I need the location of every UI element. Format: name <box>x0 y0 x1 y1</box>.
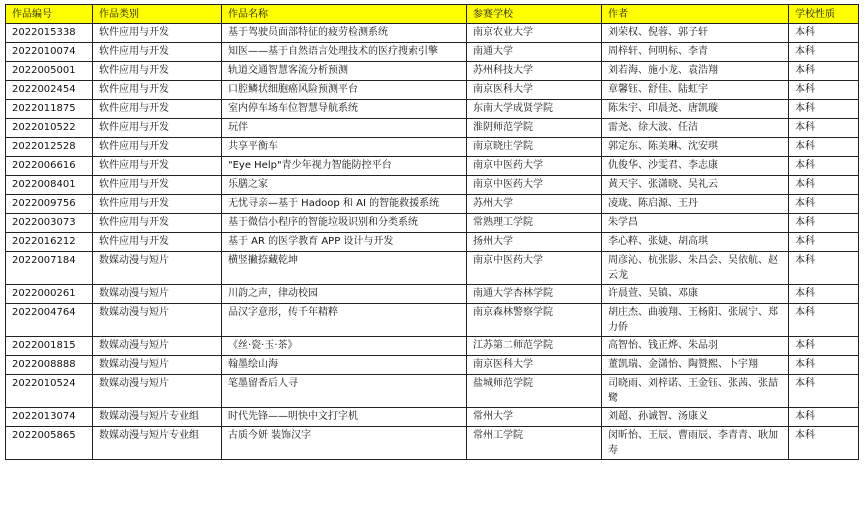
table-row <box>6 252 859 285</box>
cell-school-type: 本科 <box>789 408 859 427</box>
cell-school: 苏州大学 <box>467 195 602 214</box>
cell-work-name: 横竖撇捺藏乾坤 <box>222 252 467 285</box>
cell-work-id: 2022002454 <box>6 81 93 100</box>
cell-authors: 李心粹、张婕、胡高琪 <box>602 233 789 252</box>
cell-authors: 黄天宇、张潇晓、吴礼云 <box>602 176 789 195</box>
cell-school: 南京晓庄学院 <box>467 138 602 157</box>
cell-school: 南京中医药大学 <box>467 252 602 285</box>
table-row <box>6 195 859 214</box>
cell-authors: 陈朱宇、印晨尧、唐凯璇 <box>602 100 789 119</box>
cell-work-id: 2022008888 <box>6 356 93 375</box>
cell-authors: 高智怡、钱正烨、朱品羽 <box>602 337 789 356</box>
cell-category: 数媒动漫与短片专业组 <box>93 427 222 460</box>
table-row <box>6 138 859 157</box>
cell-authors: 周梓轩、何明标、李青 <box>602 43 789 62</box>
cell-work-name: 室内停车场车位智慧导航系统 <box>222 100 467 119</box>
cell-work-id: 2022012528 <box>6 138 93 157</box>
cell-work-name: 知医——基于自然语言处理技术的医疗搜索引擎 <box>222 43 467 62</box>
table-row <box>6 119 859 138</box>
cell-work-name: 古质今妍 装饰汉字 <box>222 427 467 460</box>
cell-school: 南通大学 <box>467 43 602 62</box>
cell-school: 江苏第二师范学院 <box>467 337 602 356</box>
cell-school: 南京森林警察学院 <box>467 304 602 337</box>
cell-work-id: 2022000261 <box>6 285 93 304</box>
cell-school-type: 本科 <box>789 62 859 81</box>
cell-school-type: 本科 <box>789 233 859 252</box>
cell-school-type: 本科 <box>789 119 859 138</box>
cell-authors: 刘超、孙诚智、汤康义 <box>602 408 789 427</box>
cell-category: 数媒动漫与短片 <box>93 304 222 337</box>
cell-school: 扬州大学 <box>467 233 602 252</box>
table-row <box>6 375 859 408</box>
cell-work-name: 玩伴 <box>222 119 467 138</box>
table-row <box>6 233 859 252</box>
cell-authors: 闵昕怡、王辰、曹雨辰、李青青、耿加寿 <box>602 427 789 460</box>
cell-category: 数媒动漫与短片专业组 <box>93 408 222 427</box>
cell-school: 南京医科大学 <box>467 356 602 375</box>
cell-school-type: 本科 <box>789 81 859 100</box>
table-row <box>6 285 859 304</box>
cell-authors: 刘荣权、倪蓉、郭子轩 <box>602 24 789 43</box>
cell-work-id: 2022010524 <box>6 375 93 408</box>
cell-category: 数媒动漫与短片 <box>93 337 222 356</box>
cell-work-name: 基于微信小程序的智能垃圾识别和分类系统 <box>222 214 467 233</box>
table-header-row <box>6 5 859 24</box>
cell-authors: 胡庄杰、曲骏翔、王杨阳、张展宁、郑力侨 <box>602 304 789 337</box>
cell-work-name: 品汉字意形，传千年精粹 <box>222 304 467 337</box>
cell-school-type: 本科 <box>789 337 859 356</box>
award-table <box>5 4 859 460</box>
cell-category: 软件应用与开发 <box>93 195 222 214</box>
cell-authors: 朱学昌 <box>602 214 789 233</box>
cell-authors: 周彦沁、杭张影、朱昌会、吴依航、赵云龙 <box>602 252 789 285</box>
cell-category: 软件应用与开发 <box>93 100 222 119</box>
cell-work-name: 时代先锋——明快中文打字机 <box>222 408 467 427</box>
table-row <box>6 100 859 119</box>
cell-work-name: 《丝·瓷·玉·茶》 <box>222 337 467 356</box>
cell-work-id: 2022010074 <box>6 43 93 62</box>
cell-authors: 章馨钰、舒佳、陆虹宇 <box>602 81 789 100</box>
cell-work-name: "Eye Help"青少年视力智能防控平台 <box>222 157 467 176</box>
cell-category: 软件应用与开发 <box>93 24 222 43</box>
cell-authors: 仇俊华、沙雯君、李志康 <box>602 157 789 176</box>
cell-category: 软件应用与开发 <box>93 62 222 81</box>
cell-school: 淮阴师范学院 <box>467 119 602 138</box>
cell-school-type: 本科 <box>789 43 859 62</box>
table-row <box>6 214 859 233</box>
cell-category: 数媒动漫与短片 <box>93 356 222 375</box>
cell-work-id: 2022008401 <box>6 176 93 195</box>
cell-category: 软件应用与开发 <box>93 43 222 62</box>
cell-category: 数媒动漫与短片 <box>93 375 222 408</box>
cell-work-id: 2022006616 <box>6 157 93 176</box>
cell-school: 东南大学成贤学院 <box>467 100 602 119</box>
cell-school: 南京医科大学 <box>467 81 602 100</box>
cell-category: 软件应用与开发 <box>93 214 222 233</box>
cell-work-id: 2022005865 <box>6 427 93 460</box>
cell-work-id: 2022005001 <box>6 62 93 81</box>
cell-work-id: 2022015338 <box>6 24 93 43</box>
table-row <box>6 43 859 62</box>
header-school: 参赛学校 <box>467 5 602 24</box>
cell-school-type: 本科 <box>789 427 859 460</box>
cell-school: 南京农业大学 <box>467 24 602 43</box>
header-work-name: 作品名称 <box>222 5 467 24</box>
cell-school-type: 本科 <box>789 356 859 375</box>
cell-category: 数媒动漫与短片 <box>93 285 222 304</box>
cell-authors: 刘若海、施小龙、袁浩翔 <box>602 62 789 81</box>
cell-authors: 雷尧、徐大波、任洁 <box>602 119 789 138</box>
cell-school-type: 本科 <box>789 252 859 285</box>
table-row <box>6 337 859 356</box>
table-row <box>6 304 859 337</box>
cell-school: 盐城师范学院 <box>467 375 602 408</box>
cell-work-id: 2022004764 <box>6 304 93 337</box>
cell-work-id: 2022007184 <box>6 252 93 285</box>
cell-authors: 司晓雨、刘梓诺、王金钰、张茜、张喆鹭 <box>602 375 789 408</box>
cell-school-type: 本科 <box>789 214 859 233</box>
cell-school-type: 本科 <box>789 176 859 195</box>
cell-school-type: 本科 <box>789 195 859 214</box>
cell-work-name: 口腔鳞状细胞癌风险预测平台 <box>222 81 467 100</box>
table-row <box>6 24 859 43</box>
header-school-type: 学校性质 <box>789 5 859 24</box>
table-row <box>6 81 859 100</box>
table-row <box>6 408 859 427</box>
table-row <box>6 157 859 176</box>
cell-category: 数媒动漫与短片 <box>93 252 222 285</box>
cell-work-id: 2022010522 <box>6 119 93 138</box>
cell-work-name: 基于驾驶员面部特征的疲劳检测系统 <box>222 24 467 43</box>
cell-school: 南京中医药大学 <box>467 157 602 176</box>
header-work-id: 作品编号 <box>6 5 93 24</box>
cell-school: 南通大学杏林学院 <box>467 285 602 304</box>
cell-category: 软件应用与开发 <box>93 233 222 252</box>
table-row <box>6 176 859 195</box>
cell-work-id: 2022003073 <box>6 214 93 233</box>
cell-school: 常州工学院 <box>467 427 602 460</box>
table-row <box>6 356 859 375</box>
cell-school-type: 本科 <box>789 375 859 408</box>
header-authors: 作者 <box>602 5 789 24</box>
cell-school: 常熟理工学院 <box>467 214 602 233</box>
cell-work-name: 笔墨留香后人寻 <box>222 375 467 408</box>
cell-work-name: 共享平衡车 <box>222 138 467 157</box>
cell-category: 软件应用与开发 <box>93 119 222 138</box>
cell-school: 苏州科技大学 <box>467 62 602 81</box>
table-row <box>6 62 859 81</box>
cell-category: 软件应用与开发 <box>93 138 222 157</box>
cell-category: 软件应用与开发 <box>93 157 222 176</box>
cell-work-name: 翰墨绘山海 <box>222 356 467 375</box>
cell-work-id: 2022016212 <box>6 233 93 252</box>
cell-category: 软件应用与开发 <box>93 176 222 195</box>
table-row <box>6 427 859 460</box>
cell-school: 常州大学 <box>467 408 602 427</box>
cell-category: 软件应用与开发 <box>93 81 222 100</box>
cell-authors: 郭定东、陈美琳、沈安琪 <box>602 138 789 157</box>
cell-work-id: 2022013074 <box>6 408 93 427</box>
cell-work-name: 乐膳之家 <box>222 176 467 195</box>
cell-authors: 凌珑、陈启源、王丹 <box>602 195 789 214</box>
cell-work-name: 川韵之声，律动校园 <box>222 285 467 304</box>
cell-work-name: 无忧寻亲—基于 Hadoop 和 AI 的智能救援系统 <box>222 195 467 214</box>
cell-work-id: 2022011875 <box>6 100 93 119</box>
table-body <box>6 24 859 460</box>
cell-school-type: 本科 <box>789 100 859 119</box>
header-category: 作品类别 <box>93 5 222 24</box>
cell-school-type: 本科 <box>789 304 859 337</box>
cell-work-id: 2022001815 <box>6 337 93 356</box>
cell-work-name: 轨道交通智慧客流分析预测 <box>222 62 467 81</box>
cell-work-name: 基于 AR 的医学教育 APP 设计与开发 <box>222 233 467 252</box>
cell-authors: 许晨萱、吴镇、邓康 <box>602 285 789 304</box>
cell-authors: 董凯瑞、金潇怡、陶赞熙、卜宇翔 <box>602 356 789 375</box>
cell-school-type: 本科 <box>789 157 859 176</box>
cell-work-id: 2022009756 <box>6 195 93 214</box>
cell-school-type: 本科 <box>789 138 859 157</box>
cell-school-type: 本科 <box>789 24 859 43</box>
cell-school: 南京中医药大学 <box>467 176 602 195</box>
cell-school-type: 本科 <box>789 285 859 304</box>
